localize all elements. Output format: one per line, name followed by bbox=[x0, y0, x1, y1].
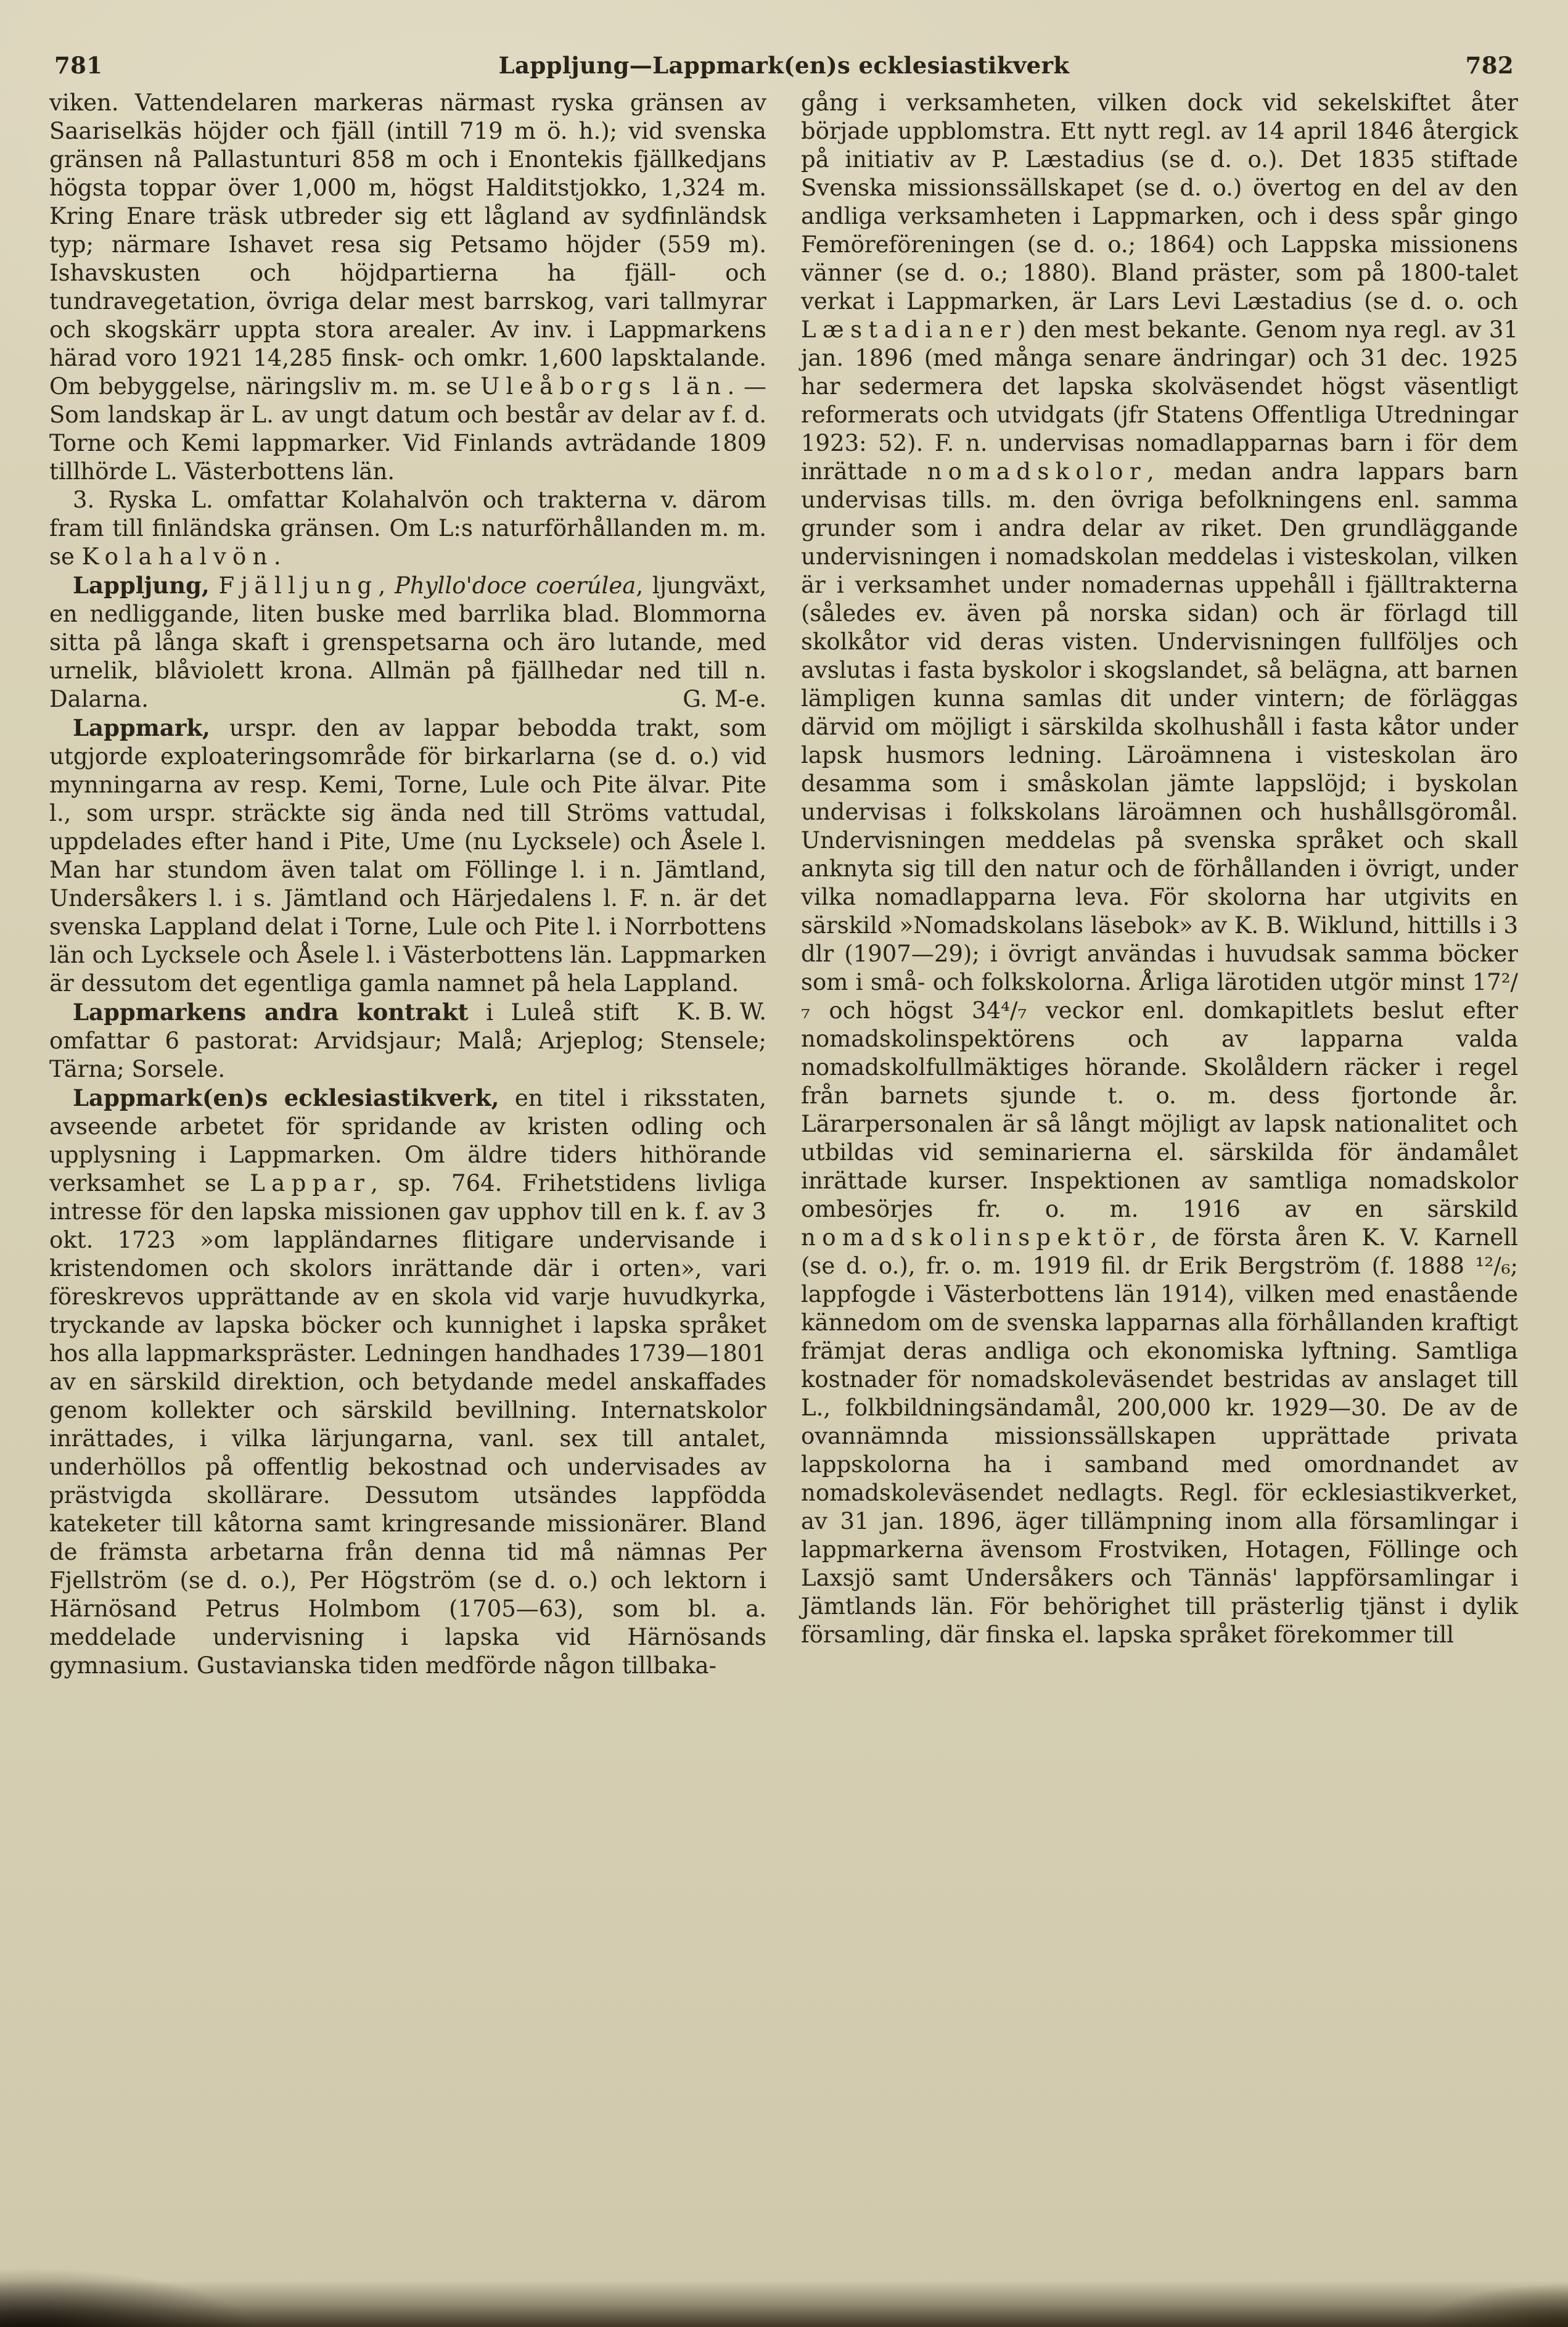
author-signature: G. M-e. bbox=[683, 686, 766, 712]
text-run: Kolahalvön bbox=[81, 543, 274, 570]
text-run: . — Som landskap är L. av ungt datum och består av delar av f. d. Torne och Kemi lappmarker. Vid Finlands avträdande 1809 tillhörde L. Västerbottens län. bbox=[49, 373, 766, 485]
scan-edge-artifact bbox=[0, 2247, 1568, 2327]
paragraph-lappljung bbox=[49, 571, 766, 714]
text-run: Lappmarkens andra kontrakt bbox=[73, 999, 469, 1026]
text-run: . bbox=[273, 543, 281, 570]
page-title: Lappljung—Lappmark(en)s ecklesiastikverk bbox=[498, 52, 1070, 79]
page-number-left: 781 bbox=[54, 52, 103, 79]
text-run: Lappar bbox=[250, 1170, 371, 1196]
text-run: viken. Vattendelaren markeras närmast ryska gränsen av Saariselkäs höjder och fjäll (intill 719 m ö. h.); vid svenska gränsen nå Pallastunturi 858 m och i Enontekis fjällkedjans högsta toppar över 1,000 m, högst Halditstjokko, 1,324 m. Kring Enare träsk utbreder sig ett lågland av sydfinländsk typ; närmare Ishavet resa sig Petsamo höjder (559 m). Ishavskusten och höjdpartierna ha fjäll- och tundravegetation, övriga delar mest barrskog, vari tallmyrar och skogskärr uppta stora arealer. Av inv. i Lappmarkens härad voro 1921 14,285 finsk- och omkr. 1,600 lapsktalande. Om bebyggelse, näringsliv m. m. se bbox=[49, 89, 766, 400]
text-run: gång i verksamheten, vilken dock vid sekelskiftet åter började uppblomstra. Ett nytt regl. av 14 april 1846 återgick på initiativ av P. Læstadius (se d. o.). Det 1835 stiftade Svenska missionssällskapet (se d. o.) övertog en del av den andliga verksamheten i Lappmarken, och i dess spår gingo Femöreföreningen (se d. o.; 1864) och Lappska missionens vänner (se d. o.; 1880). Bland präster, som på 1800-talet verkat i Lappmarken, är Lars Levi Læstadius (se d. o. och bbox=[801, 89, 1518, 315]
text-run: nomadskolinspektör bbox=[801, 1224, 1151, 1251]
paragraph-continuation-viken bbox=[49, 89, 766, 486]
paragraph-ryska-lappland bbox=[49, 486, 766, 571]
left-column bbox=[49, 89, 766, 1680]
text-run: , sp. 764. Frihetstidens livliga intresse för den lapska missionen gav upphov till en k. f. av 3 okt. 1723 »om lappländarnes flitigare undervisande i kristendomen och skolors inrättande där i orten», vari föreskrevos upprättande av en skola vid varje huvudkyrka, tryckande av lapska böcker och kunnighet i lapska språket hos alla lappmarkspräster. Ledningen handhades 1739—1801 av en särskild direktion, och betydande medel anskaffades genom kollekter och särskild bevillning. Internatskolor inrättades, i vilka lärjungarna, vanl. sex till antalet, underhöllos på offentlig bekostnad och undervisades av prästvigda skollärare. Dessutom utsändes lappfödda kateketer till kåtorna samt kringresande missionärer. Bland de främsta arbetarna från denna tid må nämnas Per Fjellström (se d. o.), Per Högström (se d. o.) och lektorn i Härnösand Petrus Holmbom (1705—63), som bl. a. meddelade undervisning i lapska vid Härnösands gymnasium. Gustavianska tiden medförde någon tillbaka- bbox=[49, 1170, 766, 1679]
page-header bbox=[0, 0, 1568, 79]
text-run: , medan andra lappars barn undervisas tills. m. den övriga befolkningens enl. samma grunder som i andra delar av riket. Den grundläggande undervisningen i nomadskolan meddelas i visteskolan, vilken är i verksamhet under nomadernas uppehåll i fjälltrakterna (således ev. även på norska sidan) och är förlagd till skolkåtor vid deras visten. Undervisningen fullföljes och avslutas i fasta byskolor i skogslandet, så belägna, att barnen lämpligen kunna samlas dit under vintern; de förläggas därvid om möjligt i särskilda skolhushåll i fasta kåtor under lapsk husmors ledning. Läroämnena i visteskolan äro desamma som i småskolan jämte lappslöjd; i byskolan undervisas i folkskolans läroämnen och hushållsgöromål. Undervisningen meddelas på svenska språket och skall anknyta sig till den natur och de förhållanden i övrigt, under vilka nomadlapparna leva. För skolorna har utgivits en särskild »Nomadskolans läsebok» av K. B. Wiklund, hittills i 3 dlr (1907—29); i övrigt användas i huvudsak samma böcker som i små- och folkskolorna. Årliga lärotiden utgör minst 17²/₇ och högst 34⁴/₇ veckor enl. domkapitlets beslut efter nomadskolinspektörens och av lapparna valda nomadskolfullmäktiges hörande. Skolåldern räcker i regel från barnets sjunde t. o. m. dess fjortonde år. Lärarpersonalen är så långt möjligt av lapsk nationalitet och utbildas vid seminarierna el. särskilda för ändamålet inrättade kurser. Inspektionen av samtliga nomadskolor ombesörjes fr. o. m. 1916 av en särskild bbox=[801, 458, 1518, 1222]
text-run: Uleåborgs län bbox=[480, 373, 728, 400]
text-columns bbox=[0, 79, 1568, 1680]
text-run: i Luleå stift omfattar 6 pastorat: Arvidsjaur; Malå; Arjeplog; Stensele; Tärna; Sorsele. bbox=[49, 999, 766, 1082]
text-run: Lappmark(en)s ecklesiastikverk, bbox=[73, 1084, 499, 1111]
text-run: , ljungväxt, en nedliggande, liten buske med barrlika blad. Blommorna sitta på långa skaft i grenspetsarna och äro lutande, med urnelik, blåviolett krona. Allmän på fjällhedar ned till n. Dalarna. bbox=[49, 572, 766, 712]
paragraph-ecklesiastikverk bbox=[49, 1084, 766, 1680]
right-column bbox=[801, 89, 1518, 1680]
paragraph-ecklesiastikverk-continuation bbox=[801, 89, 1518, 1649]
text-run bbox=[210, 572, 219, 599]
text-run: , de första åren K. V. Karnell (se d. o.), fr. o. m. 1919 fil. dr Erik Bergström (f. 1888 ¹²/₆; lappfogde i Västerbottens län 1914), vilken med enastående kännedom om de svenska lapparnas alla förhållanden kraftigt främjat deras andliga och ekonomiska lyftning. Samtliga kostnader för nomadskoleväsendet bestridas av anslaget till L., folkbildningsändamål, 200,000 kr. 1929—30. De av de ovannämnda missionssällskapen upprättade privata lappskolorna ha i samband med omordnandet av nomadskoleväsendet nedlagts. Regl. för ecklesiastikverket, av 31 jan. 1896, äger tillämpning inom alla församlingar i lappmarkerna ävensom Frostviken, Hotagen, Föllinge och Laxsjö samt Undersåkers och Tännäs' lappförsamlingar i Jämtlands län. För behörighet till prästerlig tjänst i dylik församling, där finska el. lapska språket förekommer till bbox=[801, 1224, 1518, 1648]
text-run: Lappmark, bbox=[73, 714, 210, 741]
text-run: 3. Ryska L. omfattar Kolahalvön och trakterna v. därom fram till finländska gränsen. Om L:s naturförhållanden m. m. se bbox=[49, 487, 766, 570]
text-run: , bbox=[378, 572, 395, 599]
text-run: urspr. den av lappar bebodda trakt, som utgjorde exploateringsområde för birkarlarna (se d. o.) vid mynningarna av resp. Kemi, Torne, Lule och Pite älvar. Pite l., som urspr. sträckte sig ända ned till Ströms vattudal, uppdelades efter hand i Pite, Ume (nu Lycksele) och Åsele l. Man har stundom även talat om Föllinge l. i n. Jämtland, Undersåkers l. i s. Jämtland och Härjedalens l. F. n. är det svenska Lappland delat i Torne, Lule och Pite l. i Norrbottens län och Lycksele och Åsele l. i Västerbottens län. Lappmarken är dessutom det egentliga gamla namnet på hela Lappland. bbox=[49, 715, 766, 997]
text-run: ) den mest bekante. Genom nya regl. av 31 jan. 1896 (med många senare ändringar) och 31 dec. 1925 har sedermera det lapska skolväsendet högst väsentligt reformerats och utvidgats (jfr Statens Offentliga Utredningar 1923: 52). F. n. undervisas nomadlapparnas barn i för dem inrättade bbox=[801, 316, 1518, 485]
text-run: en titel i riksstaten, avseende arbetet för spridande av kristen odling och upplysning i Lappmarken. Om äldre tiders hithörande verksamhet se bbox=[49, 1085, 766, 1196]
text-run: Læstadianer bbox=[801, 316, 1017, 343]
text-run: Fjälljung bbox=[218, 572, 379, 599]
author-signature: K. B. W. bbox=[676, 999, 766, 1025]
page-number-right: 782 bbox=[1465, 52, 1514, 79]
text-run: Phyllo'doce coerúlea bbox=[395, 572, 636, 599]
text-run: nomadskolor bbox=[927, 458, 1147, 485]
text-run: Lappljung, bbox=[73, 572, 210, 599]
